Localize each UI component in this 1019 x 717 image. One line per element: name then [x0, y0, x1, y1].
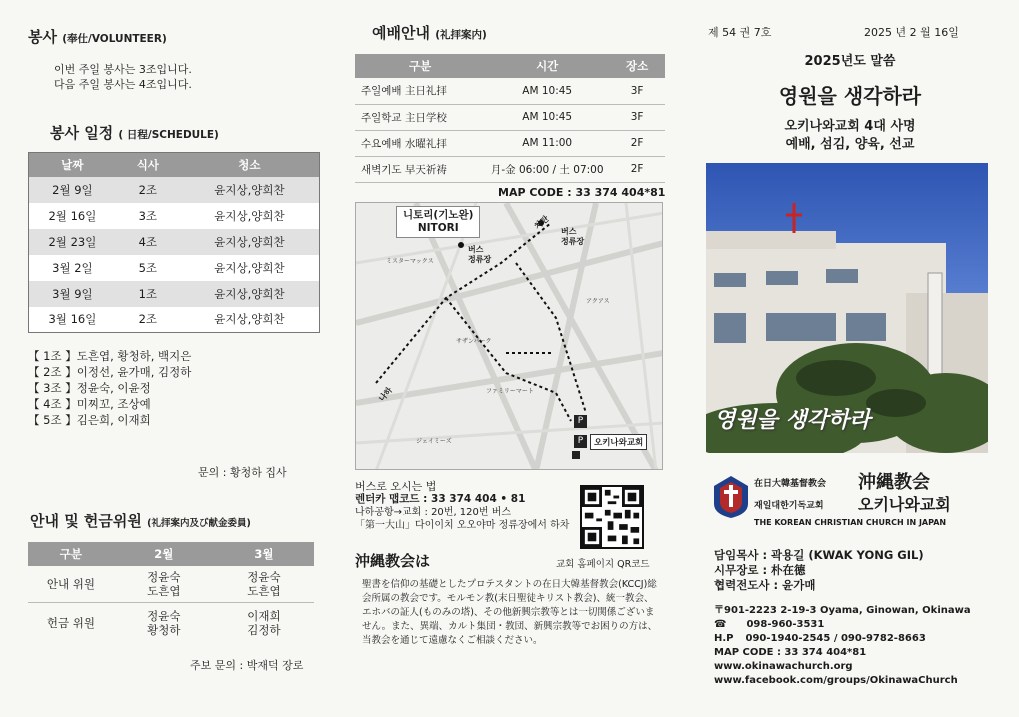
staff-list	[714, 548, 924, 593]
svg-text:アクアス: アクアス	[586, 298, 610, 305]
church-kr-name: 오키나와교회	[858, 495, 951, 514]
ushers-name: 도흔엽	[247, 583, 281, 598]
schedule-header-date: 날짜	[29, 153, 116, 177]
schedule-date: 3월 16일	[48, 312, 97, 327]
schedule-date: 2월 23일	[48, 234, 97, 249]
ushers-title: 안내 및 헌금위원 (礼拝案内及び献金委員)	[30, 512, 251, 530]
schedule-meal: 4조	[138, 234, 158, 249]
church-jp-org: 在日大韓基督教会	[754, 479, 827, 489]
worship-header-time: 시간	[485, 54, 609, 78]
schedule-clean: 윤지상,양희찬	[214, 182, 285, 197]
mission-line: 오키나와교회 4대 사명	[784, 119, 916, 134]
worship-place: 3F	[630, 84, 644, 97]
bus-naha: 나하공항→교회 : 20번, 120번 버스	[355, 507, 512, 518]
group-list	[28, 348, 191, 428]
bus-stop-label: 버스 정류장	[468, 245, 492, 264]
group-item: 【 5조 】김은희, 이재희	[28, 413, 151, 427]
schedule-meal: 2조	[138, 312, 158, 327]
qr-pattern	[582, 487, 642, 547]
nitori-name-en: NITORI	[417, 222, 459, 234]
about-body: 聖書を信仰の基礎としたプロテスタントの在日大韓基督教会(KCCJ)総会所属の教会です。モルモン教(末日聖徒キリスト教会)、統一教会、エホバの証人(ものみの塔)、その他新興宗教等とは一切関係ございません。また、異端、カルト集団・教団、新興宗教等でお困りの方は、当教会を通じて遠慮なくご相談ください。	[362, 579, 658, 646]
mission	[700, 118, 1000, 154]
church-logo-icon	[714, 476, 748, 518]
worship-row	[355, 104, 665, 130]
photo-overlay-text: 영원을 생각하라	[714, 407, 871, 433]
map-marker-icon	[572, 451, 580, 459]
ushers-table	[28, 542, 314, 644]
middle-panel	[350, 0, 670, 717]
volunteer-contact: 문의 : 황청하 집사	[198, 466, 287, 479]
schedule-row	[29, 177, 320, 203]
worship-type: 새벽기도 早天祈祷	[361, 163, 447, 176]
schedule-row	[29, 255, 320, 281]
worship-header-place: 장소	[609, 54, 665, 78]
about-title: 沖縄教会は	[355, 552, 431, 570]
church-kr-org: 재일대한기독교회	[754, 501, 824, 511]
worship-place: 2F	[630, 137, 644, 149]
schedule-meal: 2조	[138, 182, 158, 197]
ushers-row-offering	[28, 602, 314, 644]
bus-stop: 「第一大山」다이이치 오오야마 정류장에서 하차	[355, 520, 570, 531]
schedule-date: 2월 16일	[48, 208, 97, 223]
schedule-row	[29, 229, 320, 255]
nitori-name: 니토리(기노완)	[403, 209, 474, 221]
schedule-clean: 윤지상,양희찬	[214, 234, 285, 249]
nitori-label	[396, 206, 480, 238]
bus-rental-code: 렌터카 맵코드 : 33 374 404 • 81	[355, 493, 526, 505]
ushers-name: 황청하	[147, 623, 181, 638]
staff-item: 시무장로 : 朴在德	[714, 563, 806, 577]
svg-text:サザンパーク: サザンパーク	[456, 338, 492, 345]
map-code: MAP CODE : 33 374 404*81	[498, 186, 666, 199]
worship-header-type: 구분	[355, 54, 485, 78]
schedule-title: 봉사 일정 ( 日程/SCHEDULE)	[50, 124, 219, 142]
worship-row	[355, 78, 665, 104]
issue-number: 제 54 권 7호	[708, 26, 772, 39]
address-line: 〒901-2223 2-19-3 Oyama, Ginowan, Okinawa	[714, 605, 971, 616]
verse-text: 영원을 생각하라	[778, 84, 922, 108]
schedule-row	[29, 281, 320, 307]
group-item: 【 2조 】이정선, 윤가매, 김정하	[28, 365, 192, 379]
ushers-row-guide	[28, 566, 314, 602]
ushers-name: 이재희	[247, 609, 281, 624]
map-graphic	[356, 203, 663, 470]
staff-item: 담임목사 : 곽용길 (KWAK YONG GIL)	[714, 548, 924, 562]
right-panel	[700, 0, 1000, 717]
ushers-name: 도흔엽	[147, 583, 181, 598]
worship-time: AM 11:00	[522, 137, 573, 149]
worship-place: 3F	[630, 111, 644, 123]
volunteer-title: 봉사 (奉仕/VOLUNTEER)	[28, 28, 167, 46]
contact-info	[714, 604, 971, 688]
schedule-clean: 윤지상,양희찬	[214, 286, 285, 301]
ushers-header-type: 구분	[28, 542, 114, 566]
schedule-row	[29, 307, 320, 333]
volunteer-this-week: 이번 주일 봉사는 3조입니다.	[54, 63, 192, 76]
svg-text:ジェイミーズ: ジェイミーズ	[416, 438, 452, 445]
ushers-header-mar: 3월	[214, 542, 314, 566]
bus-stop-marker	[458, 242, 464, 248]
ushers-row-label: 안내 위원	[46, 576, 95, 591]
worship-type: 수요예배 水曜礼拝	[361, 137, 447, 150]
bulletin-contact: 주보 문의 : 박재덕 장로	[190, 659, 304, 672]
church-photo	[706, 163, 988, 453]
ushers-name: 정윤숙	[147, 569, 181, 584]
schedule-header-meal: 식사	[116, 153, 180, 177]
church-jp-name: 沖縄教会	[858, 472, 930, 493]
parking-icon: P	[574, 435, 587, 448]
schedule-row	[29, 203, 320, 229]
schedule-date: 3월 2일	[52, 260, 93, 275]
worship-time: 月-金 06:00 / 土 07:00	[490, 163, 604, 176]
worship-time: AM 10:45	[522, 111, 573, 123]
phone-number: 098-960-3531	[746, 619, 825, 630]
worship-row	[355, 156, 665, 182]
schedule-meal: 3조	[138, 208, 158, 223]
schedule-table	[28, 152, 320, 333]
schedule-clean: 윤지상,양희찬	[214, 208, 285, 223]
map	[355, 202, 663, 470]
volunteer-next-week: 다음 주일 봉사는 4조입니다.	[54, 78, 192, 91]
worship-title: 예배안내 (礼拝案内)	[372, 24, 487, 42]
parking-icon: P	[574, 415, 587, 428]
issue-date: 2025 년 2 월 16일	[864, 26, 959, 39]
ushers-header-feb: 2월	[114, 542, 214, 566]
schedule-clean: 윤지상,양희찬	[214, 260, 285, 275]
road-label: 나하	[377, 385, 395, 404]
church-en-name: THE KOREAN CHRISTIAN CHURCH IN JAPAN	[754, 518, 947, 527]
worship-row	[355, 130, 665, 156]
group-item: 【 4조 】미찌꼬, 조상예	[28, 397, 151, 411]
svg-text:ミスターマックス: ミスターマックス	[386, 258, 434, 265]
ushers-name: 정윤숙	[147, 609, 181, 624]
group-item: 【 3조 】정윤숙, 이윤정	[28, 381, 151, 395]
bus-title: 버스로 오시는 법	[355, 480, 437, 493]
ushers-row-label: 헌금 위원	[46, 616, 95, 631]
website-link[interactable]: www.okinawachurch.org	[714, 661, 853, 672]
worship-type: 주일예배 主日礼拝	[361, 85, 447, 98]
worship-type: 주일학교 主日学校	[361, 111, 447, 124]
road-label: 차탄	[532, 214, 551, 231]
worship-time: AM 10:45	[522, 84, 573, 97]
verse-title: 2025년도 말씀	[804, 54, 896, 69]
map-code-line: MAP CODE : 33 374 404*81	[714, 647, 867, 658]
schedule-date: 2월 9일	[52, 182, 93, 197]
left-panel	[22, 0, 327, 717]
worship-place: 2F	[630, 163, 644, 175]
volunteer-info	[54, 62, 192, 92]
phone-icon: ☎	[714, 619, 727, 630]
mobile-number: 090-1940-2545 / 090-9782-8663	[745, 633, 926, 644]
facebook-link[interactable]: www.facebook.com/groups/OkinawaChurch	[714, 675, 958, 686]
mobile-label: H.P	[714, 633, 734, 644]
staff-item: 협력전도사 : 윤가매	[714, 578, 816, 592]
schedule-date: 3월 9일	[52, 286, 93, 301]
qr-label: 교회 홈페이지 QR코드	[556, 559, 650, 570]
schedule-header-clean: 청소	[180, 153, 320, 177]
qr-code-icon[interactable]	[580, 485, 644, 549]
schedule-meal: 5조	[138, 260, 158, 275]
worship-table	[355, 54, 665, 183]
schedule-clean: 윤지상,양희찬	[214, 312, 285, 327]
ushers-name: 김정하	[247, 623, 281, 638]
bus-info	[355, 480, 569, 532]
svg-text:ファミリーマート: ファミリーマート	[486, 388, 534, 395]
mission-line: 예배, 섬김, 양육, 선교	[785, 137, 915, 152]
group-item: 【 1조 】도흔엽, 황청하, 백지은	[28, 349, 192, 363]
schedule-meal: 1조	[138, 286, 158, 301]
church-map-label: 오키나와교회	[590, 434, 647, 450]
bus-stop-label: 버스 정류장	[561, 227, 585, 246]
ushers-name: 정윤숙	[247, 569, 281, 584]
